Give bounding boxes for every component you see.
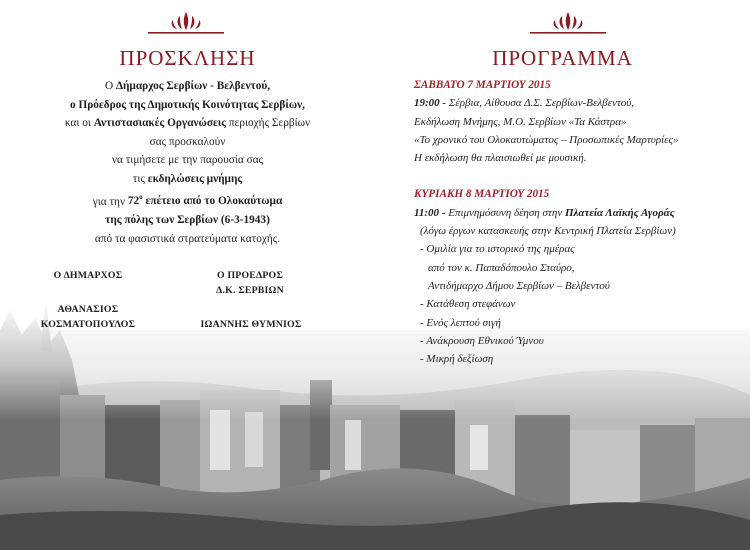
- program-item: - Κατάθεση στεφάνων: [420, 298, 516, 311]
- program-line: «Το χρονικό του Ολοκαυτώματος – Προσωπικές Μαρτυρίες»: [414, 133, 679, 146]
- invitation-line: να τιμήσετε με την παρουσία σας: [111, 154, 264, 167]
- mayor-last-name: ΚΟΣΜΑΤΟΠΟΥΛΟΣ: [40, 319, 136, 330]
- president-council: Δ.Κ. ΣΕΡΒΙΩΝ: [216, 285, 284, 296]
- text-fragment: Επιμνημόσυνη δέηση στην: [445, 206, 565, 219]
- program-line: Εκδήλωση Μνήμης, Μ.Ο. Σερβίων «Τα Κάστρα»: [414, 115, 627, 128]
- anniversary-text: επέτειο από το Ολοκαύτωμα: [142, 195, 283, 208]
- venue-name: Πλατεία Λαϊκής Αγοράς: [564, 206, 675, 219]
- memorial-events-text: εκδηλώσεις μνήμης: [147, 172, 243, 185]
- president-title-text: ο Πρόεδρος της Δημοτικής Κοινότητας Σερβίων,: [69, 98, 306, 111]
- invitation-line: [20, 96, 355, 115]
- invitation-heading: ΠΡΟΣΚΛΗΣΗ: [119, 46, 256, 70]
- anniversary-number: 72: [127, 195, 140, 208]
- program-line: Αντιδήμαρχο Δήμου Σερβίων – Βελβεντού: [428, 279, 610, 292]
- ordinal-suffix: ο: [139, 193, 143, 202]
- program-item: - Ενός λεπτού σιγή: [420, 316, 501, 329]
- flourish-ornament-icon: [146, 8, 226, 38]
- mayor-title-text: Δήμαρχος Σερβίων - Βελβεντού,: [115, 80, 271, 92]
- program-line: (λόγω έργων κατασκευής στην Κεντρική Πλατεία Σερβίων): [420, 225, 676, 238]
- program-day-saturday: ΣΑΒΒΑΤΟ 7 ΜΑΡΤΙΟΥ 2015: [414, 79, 551, 91]
- program-item: - Μικρή δεξίωση: [420, 353, 494, 366]
- invitation-line: από τα φασιστικά στρατεύματα κατοχής.: [94, 232, 281, 245]
- program-text: [414, 76, 734, 368]
- flourish-ornament-icon: [528, 8, 608, 38]
- text-fragment: περιοχής Σερβίων: [226, 117, 311, 130]
- invitation-line: [20, 77, 355, 96]
- mayor-name: [20, 302, 156, 332]
- president-full-name: ΙΩΑΝΝΗΣ ΘΥΜΝΙΟΣ: [200, 319, 302, 330]
- program-line: [414, 94, 734, 112]
- invitation-line: [20, 189, 355, 211]
- mayor-signature: [28, 268, 148, 283]
- program-item: - Ανάκρουση Εθνικού Ύμνου: [420, 334, 544, 347]
- resistance-organizations-text: Αντιστασιακές Οργανώσεις: [93, 117, 227, 130]
- invitation-line: [20, 211, 355, 230]
- program-item: - Ομιλία για το ιστορικό της ημέρας: [420, 243, 575, 256]
- text-fragment: Σέρβια, Αίθουσα Δ.Σ. Σερβίων-Βελβεντού,: [446, 97, 635, 110]
- president-title: Ο ΠΡΟΕΔΡΟΣ: [217, 270, 283, 281]
- text-fragment: τις: [132, 172, 148, 185]
- invitation-text: [20, 77, 355, 248]
- holocaust-date-text: της πόλης των Σερβίων (6-3-1943): [105, 213, 270, 226]
- program-heading: ΠΡΟΓΡΑΜΜΑ: [492, 46, 633, 70]
- event-time: 11:00 -: [414, 206, 446, 219]
- program-line: [414, 204, 734, 222]
- program-day-sunday: ΚΥΡΙΑΚΗ 8 ΜΑΡΤΙΟΥ 2015: [414, 188, 550, 201]
- invitation-line: [20, 170, 355, 189]
- program-line: Η εκδήλωση θα πλαισιωθεί με μουσική.: [414, 152, 587, 165]
- mayor-title: Ο ΔΗΜΑΡΧΟΣ: [53, 270, 123, 281]
- mayor-first-name: ΑΘΑΝΑΣΙΟΣ: [57, 304, 119, 315]
- invitation-line: [20, 114, 355, 133]
- event-time: 19:00 -: [414, 97, 447, 110]
- invitation-line: σας προσκαλούν: [149, 135, 226, 148]
- president-signature: [190, 268, 310, 298]
- text-fragment: Ο: [104, 80, 116, 92]
- text-fragment: και οι: [64, 117, 94, 130]
- program-line: από τον κ. Παπαδόπουλο Σταύρο,: [428, 261, 575, 274]
- president-name: [186, 317, 316, 332]
- text-fragment: για την: [92, 195, 128, 208]
